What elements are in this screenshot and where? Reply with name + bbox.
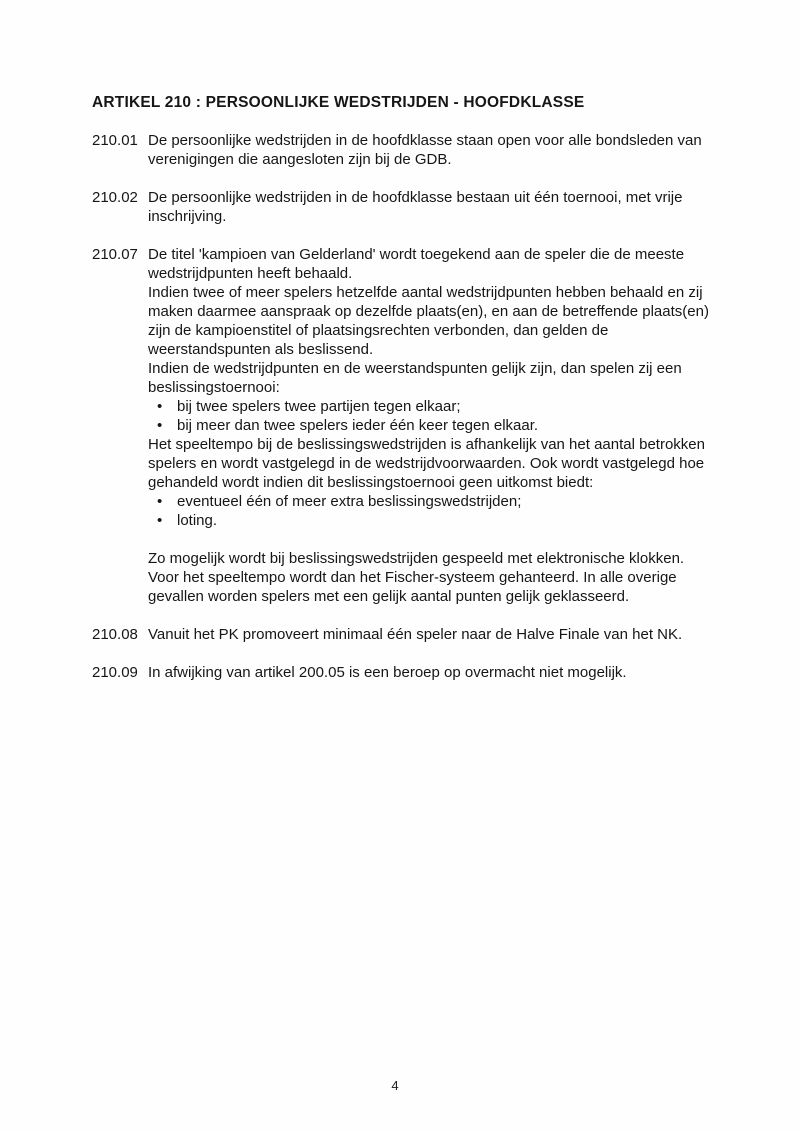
document-title: ARTIKEL 210 : PERSOONLIJKE WEDSTRIJDEN - HOOFDKLASSE [92,94,585,111]
article-paragraph: De titel 'kampioen van Gelderland' wordt toegekend aan de speler die de meeste wedstrijdpunten heeft behaald. [148,246,685,282]
article-paragraph: Het speeltempo bij de beslissingswedstrijden is afhankelijk van het aantal betrokken spelers en wordt vastgelegd in de wedstrijdvoorwaarden. Ook wordt vastgelegd hoe gehandeld wordt indien dit beslissingstoernooi geen uitkomst biedt: [148,436,705,491]
bullet-item: • eventueel één of meer extra beslissingswedstrijden; [177,492,714,511]
article-body [148,245,714,606]
article-paragraph: Indien twee of meer spelers hetzelfde aantal wedstrijdpunten hebben behaald en zij maken daarmee aanspraak op dezelfde plaats(en), en aan de betreffende plaats(en) zijn de kampioenstitel of plaatsingsrechten verbonden, dan gelden de weerstandspunten als beslissend. [148,284,709,358]
bullet-item: • bij meer dan twee spelers ieder één keer tegen elkaar. [177,416,714,435]
article-210-07 [92,245,714,606]
article-number: 210.07 [92,246,138,263]
article-210-09 [92,663,714,682]
article-paragraph: De persoonlijke wedstrijden in de hoofdklasse staan open voor alle bondsleden van verenigingen die aangesloten zijn bij de GDB. [148,132,702,168]
page-number: 4 [391,1078,399,1093]
article-210-02 [92,188,714,226]
article-paragraph: In afwijking van artikel 200.05 is een beroep op overmacht niet mogelijk. [148,664,627,681]
article-paragraph: Vanuit het PK promoveert minimaal één speler naar de Halve Finale van het NK. [148,626,683,643]
document-content [92,93,714,701]
bullet-item: • loting. [177,511,714,530]
article-number: 210.01 [92,132,138,149]
bullet-list [148,492,714,530]
article-body [148,188,714,226]
article-number: 210.08 [92,626,138,643]
bullet-item: • bij twee spelers twee partijen tegen elkaar; [177,397,714,416]
article-body [148,625,714,644]
article-body [148,663,714,682]
article-number: 210.09 [92,664,138,681]
article-paragraph: Indien de wedstrijdpunten en de weerstandspunten gelijk zijn, dan spelen zij een beslissingstoernooi: [148,360,682,396]
article-number: 210.02 [92,189,138,206]
bullet-list [148,397,714,435]
article-paragraph: Zo mogelijk wordt bij beslissingswedstrijden gespeeld met elektronische klokken. Voor het speeltempo wordt dan het Fischer-systeem gehanteerd. In alle overige gevallen worden spelers met een gelijk aantal punten gelijk geklasseerd. [148,550,685,605]
article-210-01 [92,131,714,169]
article-210-08 [92,625,714,644]
article-body [148,131,714,169]
article-paragraph: De persoonlijke wedstrijden in de hoofdklasse bestaan uit één toernooi, met vrije inschrijving. [148,189,683,225]
